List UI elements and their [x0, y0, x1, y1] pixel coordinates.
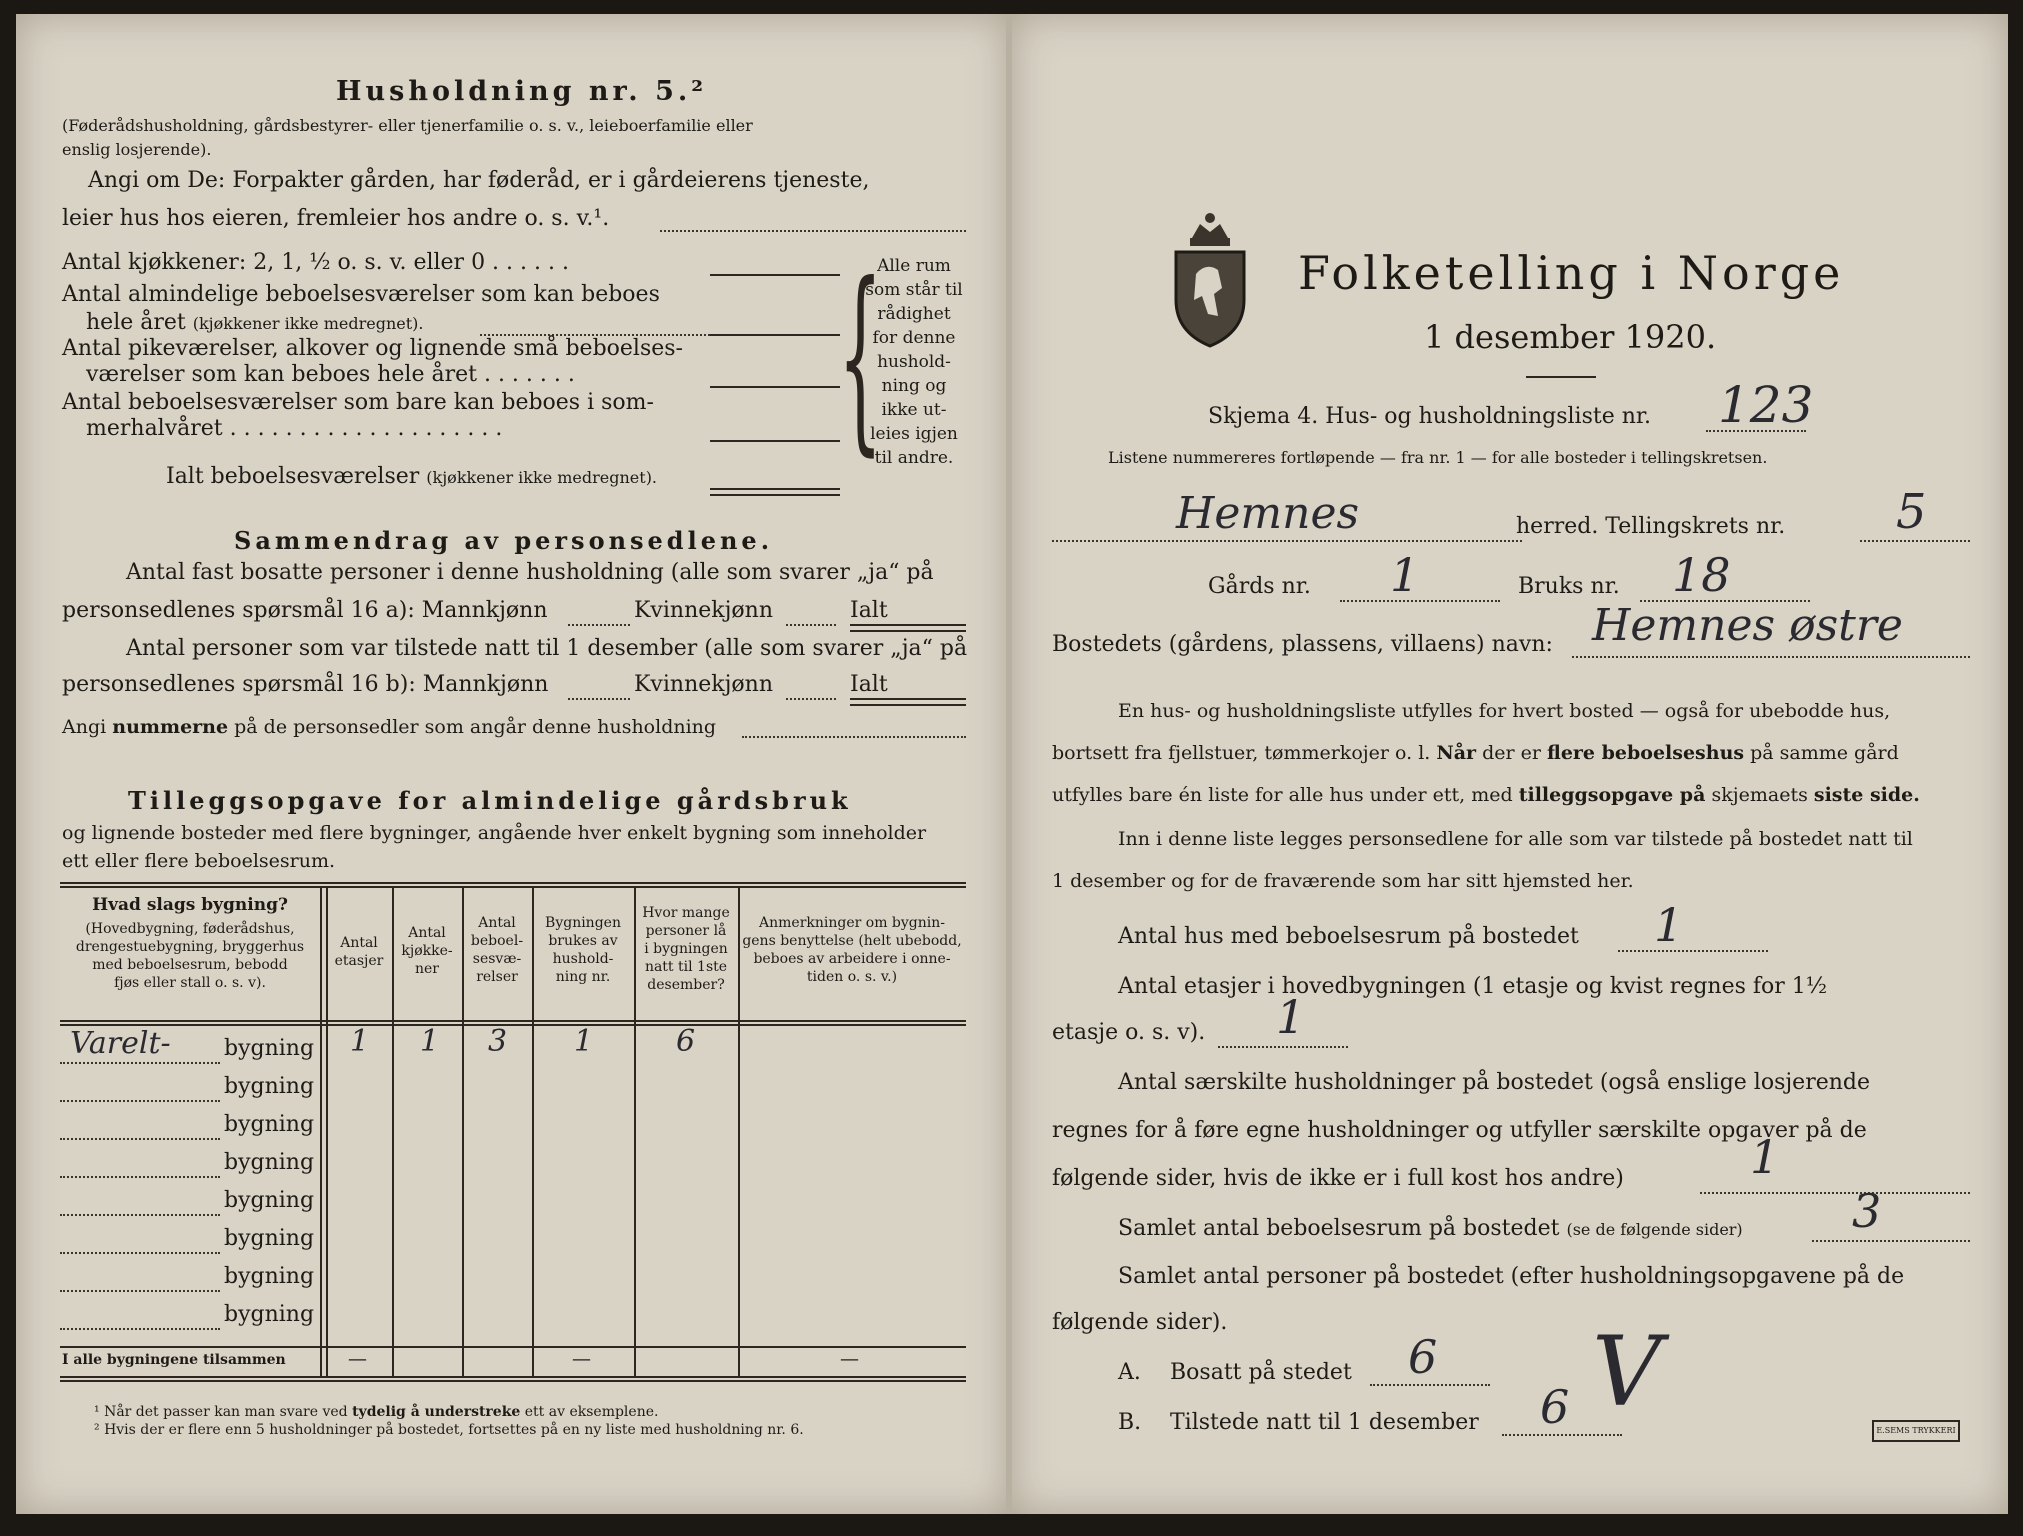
pike-line-2: værelser som kan beboes hele året . . . . . . .: [86, 362, 575, 387]
rooms-note: Alle rum som står til rådighet for denne hushold- ning og ikke ut- leies igjen til andre.: [865, 256, 963, 468]
q-tilstede-label: B.: [1118, 1410, 1142, 1435]
table-row-label: bygning: [224, 1302, 315, 1327]
summary-line-1: Antal fast bosatte personer i denne husholdning (alle som svarer „ja“ på: [126, 560, 934, 585]
bosted-hand: Hemnes østre: [1592, 600, 1903, 651]
bruks-label: Bruks nr.: [1518, 574, 1620, 599]
brace: {: [838, 241, 883, 474]
angi-line-1: Angi om De: Forpakter gården, har føderåd, er i gårdeierens tjeneste,: [88, 168, 870, 193]
row1-hush-hand: 1: [574, 1024, 594, 1059]
q-tilstede-answer: 6: [1540, 1380, 1570, 1434]
total-row-label: I alle bygningene tilsammen: [62, 1352, 286, 1368]
footnote-2: ² Hvis der er flere enn 5 husholdninger på bostedet, fortsettes på en ny liste med husholdning nr. 6.: [94, 1422, 804, 1438]
col-head-kjokkener: Antal kjøkke- ner: [401, 925, 453, 977]
check-mark: V: [1592, 1316, 1662, 1428]
q-bosatt: Bosatt på stedet: [1170, 1360, 1352, 1385]
row1-kjokken-hand: 1: [420, 1024, 440, 1059]
beb-line-1: Antal beboelsesværelser som bare kan beboes i som-: [62, 390, 654, 415]
skjema-line: Skjema 4. Hus- og husholdningsliste nr.: [1208, 404, 1651, 429]
row1-etasjer-hand: 1: [350, 1024, 370, 1059]
q-etasjer-answer: 1: [1276, 990, 1306, 1044]
kjokken-line: Antal kjøkkener: 2, 1, ½ o. s. v. eller 0 . . . . . .: [62, 250, 569, 275]
bosted-label: Bostedets (gårdens, plassens, villaens) navn:: [1052, 632, 1553, 657]
summary-kvinne-1: Kvinnekjønn: [634, 598, 773, 623]
q-hush-answer: 1: [1750, 1130, 1780, 1184]
footnote-1: ¹ Når det passer kan man svare ved tydelig å understreke ett av eksemplene.: [94, 1404, 659, 1420]
q-bosatt-label: A.: [1118, 1360, 1141, 1385]
q-etasjer-2: etasje o. s. v).: [1052, 1020, 1206, 1045]
table-row-label: bygning: [224, 1226, 315, 1251]
total-dash: —: [348, 1348, 367, 1370]
summary-ialt-1: Ialt: [850, 598, 888, 623]
col-head-type: Hvad slags bygning?: [92, 895, 288, 915]
total-dash: —: [840, 1348, 859, 1370]
q-hus-answer: 1: [1654, 898, 1684, 952]
gards-label: Gårds nr.: [1208, 574, 1311, 599]
table-row-label: bygning: [224, 1150, 315, 1175]
summary-line-4: personsedlenes spørsmål 16 b): Mannkjønn: [62, 672, 549, 697]
left-page: [16, 14, 1008, 1514]
q-rum-answer: 3: [1852, 1184, 1882, 1238]
alm-line-1: Antal almindelige beboelsesværelser som kan beboes: [62, 282, 660, 307]
col-head-etasjer: Antal etasjer: [334, 935, 384, 969]
table-row-label: bygning: [224, 1112, 315, 1137]
q-personer-1: Samlet antal personer på bostedet (efter husholdningsopgavene på de: [1118, 1264, 1905, 1289]
total-dash: —: [572, 1348, 591, 1370]
bruks-number-hand: 18: [1672, 548, 1731, 602]
herred-hand: Hemnes: [1176, 488, 1360, 539]
angi-line-2: leier hus hos eieren, fremleier hos andre o. s. v.¹.: [62, 206, 610, 231]
table-row-label: bygning: [224, 1036, 315, 1061]
krets-number-hand: 5: [1896, 484, 1927, 540]
instr-line-2: bortsett fra fjellstuer, tømmerkojer o. l. Når der er flere beboelseshus på samme gård: [1052, 742, 1899, 764]
listene-note: Listene nummereres fortløpende — fra nr. 1 — for alle bosteder i tellingskretsen.: [1108, 448, 1768, 467]
census-title: Folketelling i Norge: [1298, 246, 1845, 300]
instr-line-4: Inn i denne liste legges personsedlene for alle som var tilstede på bostedet natt til: [1118, 828, 1913, 850]
instr-line-5: 1 desember og for de fraværende som har sitt hjemsted her.: [1052, 870, 1634, 892]
census-date: 1 desember 1920.: [1424, 318, 1717, 356]
alm-line-2: hele året (kjøkkener ikke medregnet).: [86, 310, 424, 335]
summary-line-2: personsedlenes spørsmål 16 a): Mannkjønn: [62, 598, 548, 623]
col-head-anmerkninger: Anmerkninger om bygnin- gens benyttelse (helt ubebodd, beboes av arbeidere i onne- tiden o. s. v.): [742, 915, 962, 985]
q-hush-2: regnes for å føre egne husholdninger og utfyller særskilte opgaver på de: [1052, 1118, 1867, 1143]
instr-line-3: utfylles bare én liste for alle hus under ett, med tilleggsopgave på skjemaets siste side.: [1052, 784, 1920, 806]
tillegg-heading: Tilleggsopgave for almindelige gårdsbruk: [128, 786, 852, 815]
tillegg-line-1: og lignende bosteder med flere bygninger, angående hver enkelt bygning som inneholder: [62, 822, 927, 844]
summary-ialt-2: Ialt: [850, 672, 888, 697]
printer-stamp: E.SEMS TRYKKERI: [1872, 1420, 1960, 1442]
summary-kvinne-2: Kvinnekjønn: [634, 672, 773, 697]
household-title: Husholdning nr. 5.²: [336, 76, 708, 107]
coat-of-arms-icon: [1172, 204, 1248, 350]
col-head-vaerelser: Antal beboel- sesvæ- relser: [470, 915, 524, 985]
q-hus: Antal hus med beboelsesrum på bostedet: [1118, 924, 1579, 949]
right-page: [1012, 14, 2008, 1514]
q-tilstede: Tilstede natt til 1 desember: [1170, 1410, 1479, 1435]
q-hush-3: følgende sider, hvis de ikke er i full kost hos andre): [1052, 1166, 1624, 1191]
q-personer-2: følgende sider).: [1052, 1310, 1228, 1335]
col-head-husholdning: Bygningen brukes av hushold- ning nr.: [545, 915, 621, 985]
summary-line-3: Antal personer som var tilstede natt til 1 desember (alle som svarer „ja“ på: [126, 636, 968, 661]
pike-line-1: Antal pikeværelser, alkover og lignende små beboelses-: [62, 336, 683, 361]
tillegg-line-2: ett eller flere beboelsesrum.: [62, 850, 336, 872]
household-intro: (Føderådshusholdning, gårdsbestyrer- eller tjenerfamilie o. s. v., leieboerfamilie eller: [62, 116, 753, 135]
row1-vaerelser-hand: 3: [488, 1024, 508, 1059]
nummer-line: Angi nummerne på de personsedler som angår denne husholdning: [62, 716, 717, 738]
gards-number-hand: 1: [1390, 548, 1420, 602]
ialt-line: Ialt beboelsesværelser (kjøkkener ikke medregnet).: [166, 464, 658, 489]
col-head-personer: Hvor mange personer lå i bygningen natt til 1ste desember?: [642, 905, 730, 993]
q-rum: Samlet antal beboelsesrum på bostedet (se de følgende sider): [1118, 1216, 1743, 1241]
q-bosatt-answer: 6: [1408, 1330, 1438, 1384]
row1-personer-hand: 6: [676, 1024, 696, 1059]
table-row-label: bygning: [224, 1074, 315, 1099]
beb-line-2: merhalvåret . . . . . . . . . . . . . . . . . . . .: [86, 416, 503, 441]
table-row-label: bygning: [224, 1188, 315, 1213]
list-number-hand: 123: [1718, 376, 1814, 434]
q-hush-1: Antal særskilte husholdninger på bostedet (også enslige losjerende: [1118, 1070, 1871, 1095]
row1-type-hand: Varelt-: [70, 1026, 171, 1061]
q-etasjer-1: Antal etasjer i hovedbygningen (1 etasje og kvist regnes for 1½: [1118, 974, 1828, 999]
instr-line-1: En hus- og husholdningsliste utfylles for hvert bosted — også for ubebodde hus,: [1118, 700, 1891, 722]
herred-line: herred. Tellingskrets nr.: [1516, 514, 1786, 539]
household-intro-2: enslig losjerende).: [62, 140, 212, 159]
col-head-type-desc: (Hovedbygning, føderådshus, drengestuebygning, bryggerhus med beboelsesrum, bebodd fjøs eller stall o. s. v).: [75, 921, 305, 991]
table-row-label: bygning: [224, 1264, 315, 1289]
summary-heading: Sammendrag av personsedlene.: [234, 526, 774, 555]
